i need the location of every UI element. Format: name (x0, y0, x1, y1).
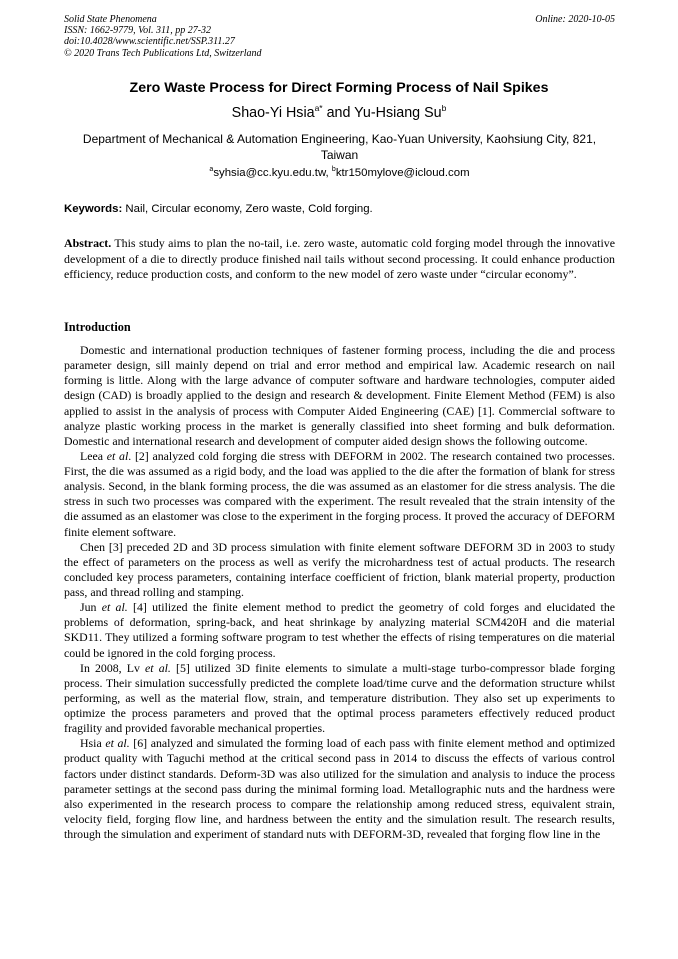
text-run: . [2] analyzed cold forging die stress with DEFORM in 2002. The research contained two processes. First, the die was assumed as a rigid body, and the load was applied to the die after the formation of blank for stress analysis. Second, in the blank forming process, the die was assumed as an elastomer for die stress analysis. The die stress in such two processes was compared with the experiment. The result revealed that the strain intensity of the die assumed as an elastomer was close to the experiment in the forging process. It proved the accuracy of DEFORM finite element software. (64, 448, 616, 539)
author-name: Yu-Hsiang Su (354, 104, 442, 121)
body-paragraph (64, 600, 615, 661)
text-run: [6] analyzed and simulated the forming load of each pass with finite element method and optimized product quality with Taguchi method at the critical second pass in 2014 to discuss the effects of various control factors under distinct standards. Deform-3D was also utilized for the simulation and analysis to induce the process parameter settings at the second pass during the minimal forming load. Metallographic nuts and the hardness were also experimented in the research process to compare the relationship among reduced stress, equivalent strain, velocity field, forging flow line, and hardness between the entity and the simulation result. The research results, through the simulation and experiment of standard nuts with DEFORM-3D, revealed that forging flow line in the (64, 736, 616, 841)
author-connector: and (322, 104, 355, 121)
text-run: [5] utilized 3D finite elements to simulate a multi-stage turbo-compressor blade forging process. Their simulation successfully predicted the complete load/time curve and the deformation structure whilst performing, as well as the material flow, strain, and temperature distribution. They also set up experiments to optimize the process parameters and proved that the optimal process parameters effectively reduced product fragility and provided favorable mechanical properties. (64, 660, 616, 736)
email-superscript: a (209, 166, 214, 173)
keywords-text: Nail, Circular economy, Zero waste, Cold forging. (122, 203, 373, 215)
keywords (64, 203, 615, 215)
abstract (64, 236, 615, 283)
section-heading-introduction: Introduction (64, 320, 131, 334)
italic-text: et al. (101, 600, 128, 615)
italic-text: et al (106, 448, 129, 463)
email-link[interactable]: ktr150mylove@icloud.com (335, 166, 470, 179)
journal-issn: ISSN: 1662-9779, Vol. 311, pp 27-32 (64, 25, 212, 37)
author-emails (64, 166, 615, 179)
body-paragraph: Chen [3] preceded 2D and 3D process simulation with finite element software DEFORM 3D in 2003 to study the effect of parameters on the process as well as verify the microhardness test of actual products. The research concluded key process parameters, containing interface coefficient of friction, blank material property, production pass, and thread rolling and stamping. (64, 539, 615, 599)
italic-text: et al. (145, 660, 171, 675)
author-superscript: b (441, 103, 447, 113)
journal-copyright: © 2020 Trans Tech Publications Ltd, Switzerland (64, 47, 262, 59)
author-name: Shao-Yi Hsia (231, 104, 315, 121)
abstract-text: This study aims to plan the no-tail, i.e. zero waste, automatic cold forging model through the innovative development of a die to directly produce finished nail tails without second processing. It could enhance production efficiency, reduce production costs, and conform to the new model of zero waste under “circular economy”. (64, 236, 615, 281)
paper-title: Zero Waste Process for Direct Forming Process of Nail Spikes (129, 80, 549, 96)
italic-text: et al. (105, 736, 130, 751)
introduction-body (64, 343, 615, 842)
text-run: Hsia (80, 736, 106, 751)
text-run: [4] utilized the finite element method to predict the geometry of cold forges and elucidated the problems of deformation, spring-back, and heat shrinkage by analyzing material SCM420H and die material SKD11. They utilized a forming software program to test whether the effects of rising temperatures on die material could be ignored in the cold forging process. (64, 600, 615, 660)
keywords-label: Keywords: (64, 203, 123, 215)
email-superscript: b (331, 166, 336, 173)
journal-info (64, 14, 615, 59)
author-line (40, 103, 638, 121)
author-superscript: a* (314, 103, 323, 113)
email-link[interactable]: syhsia@cc.kyu.edu.tw, (213, 166, 329, 179)
body-paragraph (64, 736, 615, 842)
affiliation: Department of Mechanical & Automation Engineering, Kao-Yuan University, Kaohsiung City, 821, Taiwan (82, 132, 597, 162)
text-run: In 2008, Lv (80, 660, 146, 675)
body-paragraph (64, 661, 615, 737)
body-paragraph: Domestic and international production techniques of fastener forming process, including the die and process parameter design, sill mainly depend on trial and error method and empirical law. Academic research on nail forming is little. Along with the large advance of computer software and hardware technologies, computer aided design (CAD) is broadly applied to the design and research & development. Finite Element Method (FEM) is also applied to assist in the analysis of process with Computer Aided Engineering (CAE) [1]. Commercial software to analyze plastic working process in the market is generally classified into sheet forming and bulk deformation. Domestic and international research and development of computer aided design shows the following outcome. (64, 343, 615, 448)
text-run: Jun (80, 600, 102, 615)
journal-doi: doi:10.4028/www.scientific.net/SSP.311.27 (64, 36, 235, 48)
abstract-label: Abstract. (64, 236, 112, 250)
body-paragraph (64, 449, 615, 540)
online-date: Online: 2020-10-05 (535, 14, 615, 25)
journal-header (64, 14, 615, 59)
journal-name: Solid State Phenomena (64, 14, 157, 25)
text-run: Leea (80, 448, 107, 463)
